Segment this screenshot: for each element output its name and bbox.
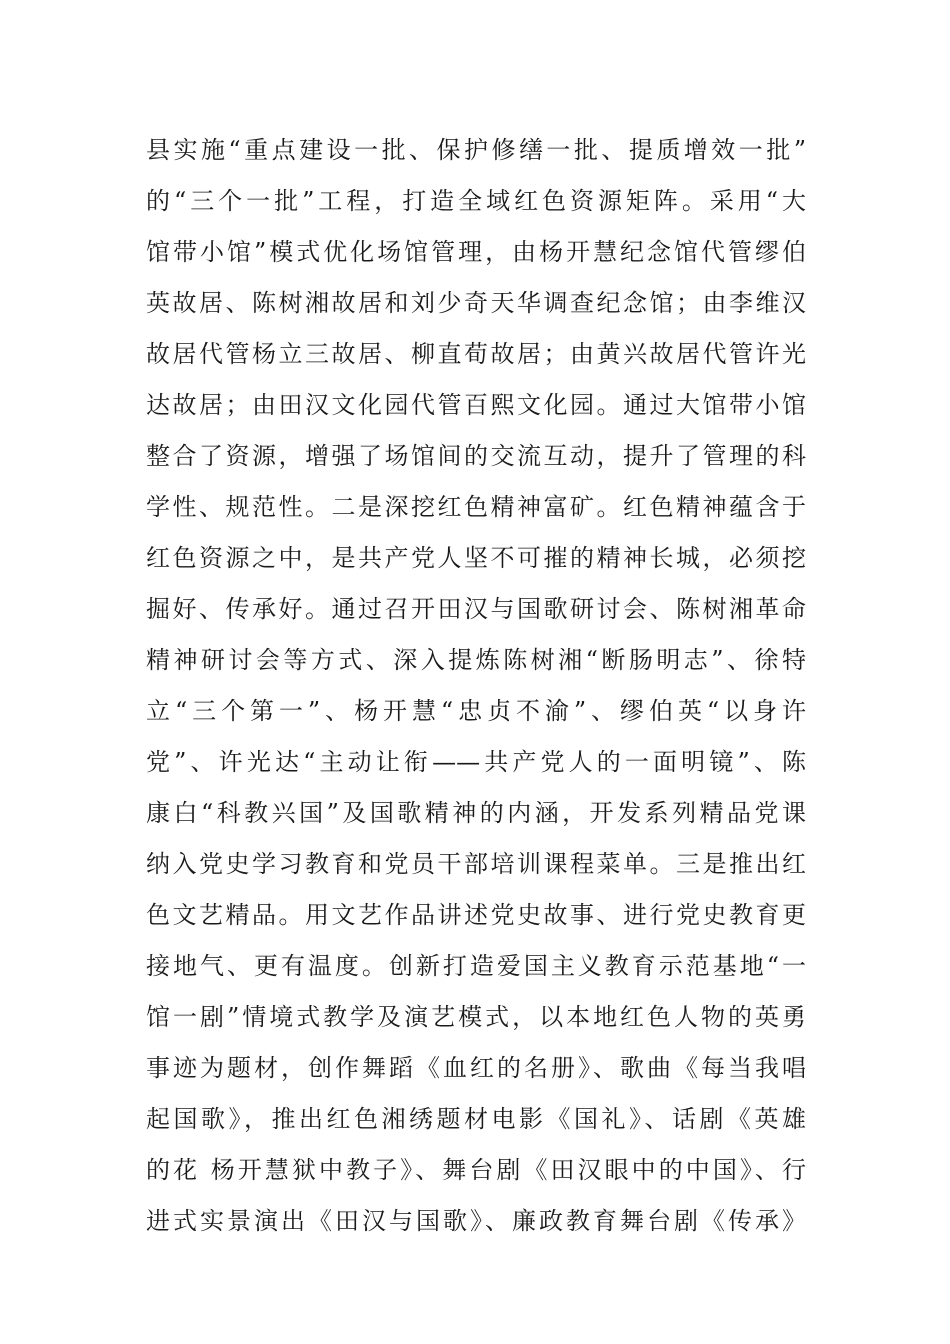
text-line: 接地气、更有温度。创新打造爱国主义教育示范基地“一: [146, 952, 806, 980]
text-line: 的花 杨开慧狱中教子》、舞台剧《田汉眼中的中国》、行: [146, 1156, 806, 1184]
text-line: 立“三个第一”、杨开慧“忠贞不渝”、缪伯英“以身许: [146, 697, 806, 725]
text-line: 进式实景演出《田汉与国歌》、廉政教育舞台剧《传承》: [146, 1207, 806, 1235]
text-line: 学性、规范性。二是深挖红色精神富矿。红色精神蕴含于: [146, 493, 806, 521]
text-line: 纳入党史学习教育和党员干部培训课程菜单。三是推出红: [146, 850, 806, 878]
text-line: 达故居；由田汉文化园代管百熙文化园。通过大馆带小馆: [146, 391, 806, 419]
text-line: 党”、许光达“主动让衔——共产党人的一面明镜”、陈: [146, 748, 806, 776]
text-line: 故居代管杨立三故居、柳直荀故居；由黄兴故居代管许光: [146, 340, 806, 368]
text-line: 县实施“重点建设一批、保护修缮一批、提质增效一批”: [146, 136, 806, 164]
text-line: 起国歌》，推出红色湘绣题材电影《国礼》、话剧《英雄: [146, 1105, 806, 1133]
text-line: 掘好、传承好。通过召开田汉与国歌研讨会、陈树湘革命: [146, 595, 806, 623]
text-line: 整合了资源，增强了场馆间的交流互动，提升了管理的科: [146, 442, 806, 470]
text-line: 康白“科教兴国”及国歌精神的内涵，开发系列精品党课: [146, 799, 806, 827]
text-line: 馆带小馆”模式优化场馆管理，由杨开慧纪念馆代管缪伯: [146, 238, 806, 266]
text-line: 精神研讨会等方式、深入提炼陈树湘“断肠明志”、徐特: [146, 646, 806, 674]
text-line: 色文艺精品。用文艺作品讲述党史故事、进行党史教育更: [146, 901, 806, 929]
text-line: 英故居、陈树湘故居和刘少奇天华调查纪念馆；由李维汉: [146, 289, 806, 317]
text-line: 的“三个一批”工程，打造全域红色资源矩阵。采用“大: [146, 187, 806, 215]
text-line: 馆一剧”情境式教学及演艺模式，以本地红色人物的英勇: [146, 1003, 806, 1031]
text-line: 事迹为题材，创作舞蹈《血红的名册》、歌曲《每当我唱: [146, 1054, 806, 1082]
text-line: 红色资源之中，是共产党人坚不可摧的精神长城，必须挖: [146, 544, 806, 572]
